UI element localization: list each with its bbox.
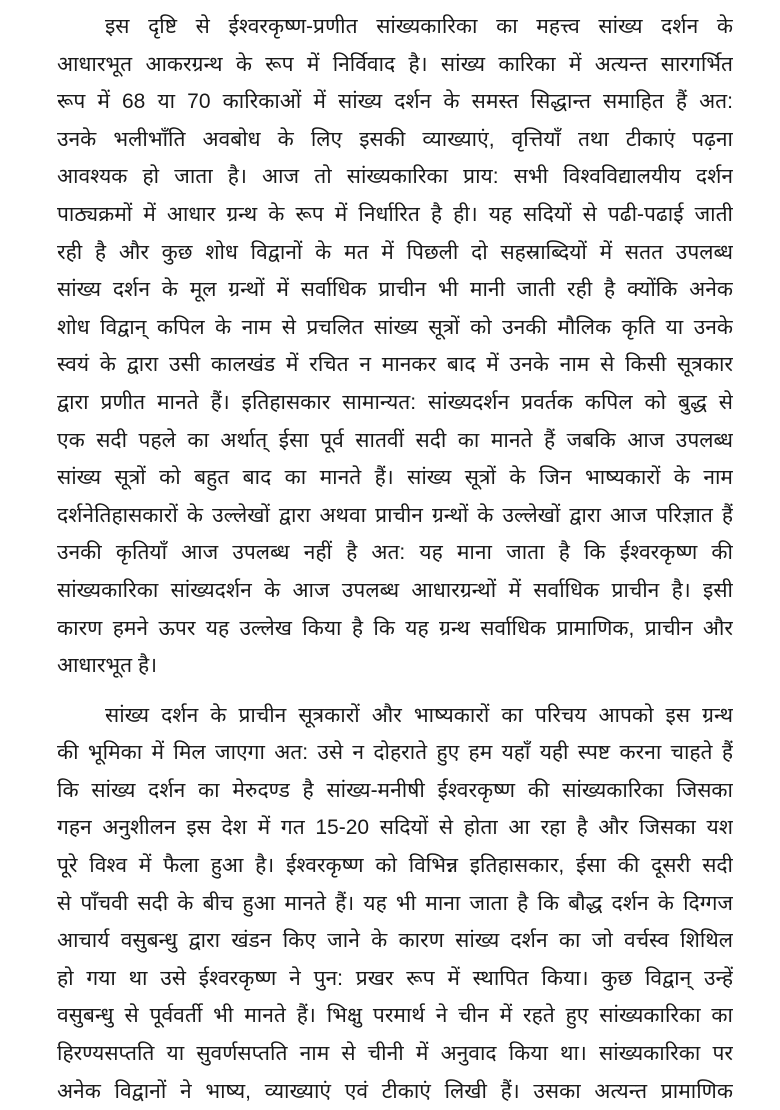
text-line: पूरे विश्व में फैला हुआ है। ईश्वरकृष्ण को विभिन्न इतिहासकार, ईसा की दूसरी सदी: [57, 854, 733, 878]
text-line: सांख्य दर्शन के प्राचीन सूत्रकारों और भाष्यकारों का परिचय आपको इस ग्रन्थ: [105, 703, 733, 727]
text-line: से पाँचवी सदी के बीच हुआ मानते हैं। यह भी माना जाता है कि बौद्ध दर्शन के दिग्गज: [57, 891, 733, 915]
text-line: शोध विद्वान् कपिल के नाम से प्रचलित सांख्य सूत्रों को उनकी मौलिक कृति या उनके: [57, 315, 733, 339]
text-line: कि सांख्य दर्शन का मेरुदण्ड है सांख्य-मनीषी ईश्वरकृष्ण की सांख्यकारिका जिसका: [57, 778, 733, 802]
text-line: कारण हमने ऊपर यह उल्लेख किया है कि यह ग्रन्थ सर्वाधिक प्रामाणिक, प्राचीन और: [57, 616, 733, 640]
document-page: [57, 8, 733, 1110]
text-line: रूप में 68 या 70 कारिकाओं में सांख्य दर्शन के समस्त सिद्धान्त समाहित हैं अत:: [57, 90, 733, 114]
text-line: सांख्य सूत्रों को बहुत बाद का मानते हैं। सांख्य सूत्रों के जिन भाष्यकारों के नाम: [57, 466, 733, 490]
text-line: सांख्य दर्शन के मूल ग्रन्थों में सर्वाधिक प्राचीन भी मानी जाती रही है क्योंकि अनेक: [57, 278, 733, 302]
text-line: गहन अनुशीलन इस देश में गत 15-20 सदियों से होता आ रहा है और जिसका यश: [57, 816, 733, 840]
text-line: इस दृष्टि से ईश्वरकृष्ण-प्रणीत सांख्यकारिका का महत्त्व सांख्य दर्शन के: [105, 15, 733, 38]
text-line: आचार्य वसुबन्धु द्वारा खंडन किए जाने के कारण सांख्य दर्शन का जो वर्चस्व शिथिल: [57, 929, 733, 953]
text-line: आवश्यक हो जाता है। आज तो सांख्यकारिका प्राय: सभी विश्वविद्यालयीय दर्शन: [57, 165, 733, 189]
text-line: हिरण्यसप्तति या सुवर्णसप्तति नाम से चीनी में अनुवाद किया था। सांख्यकारिका पर: [57, 1042, 733, 1066]
text-line: आधारभूत आकरग्रन्थ के रूप में निर्विवाद है। सांख्य कारिका में अत्यन्त सारगर्भित: [57, 52, 733, 76]
text-line: की भूमिका में मिल जाएगा अत: उसे न दोहराते हुए हम यहाँ यही स्पष्ट करना चाहते हैं: [57, 741, 733, 765]
text-line: द्वारा प्रणीत मानते हैं। इतिहासकार सामान्यत: सांख्यदर्शन प्रवर्तक कपिल को बुद्ध से: [57, 390, 733, 414]
text-line: वसुबन्धु से पूर्ववर्ती भी मानते हैं। भिक्षु परमार्थ ने चीन में रहते हुए सांख्यकारिका का: [57, 1004, 733, 1028]
text-line: हो गया था उसे ईश्वरकृष्ण ने पुन: प्रखर रूप में स्थापित किया। कुछ विद्वान् उन्हें: [57, 966, 733, 990]
text-line: सांख्यकारिका सांख्यदर्शन के आज उपलब्ध आधारग्रन्थों में सर्वाधिक प्राचीन है। इसी: [57, 578, 733, 602]
text-line: रही है और कुछ शोध विद्वानों के मत में पिछली दो सहस्राब्दियों में सतत उपलब्ध: [57, 240, 733, 264]
paragraph-2: [57, 697, 733, 1110]
paragraph-1: [57, 8, 733, 685]
text-line: पाठ्यक्रमों में आधार ग्रन्थ के रूप में निर्धारित है ही। यह सदियों से पढी-पढाई जाती: [57, 202, 733, 226]
text-line: उनके भलीभाँति अवबोध के लिए इसकी व्याख्याएं, वृत्तियाँ तथा टीकाएं पढ़ना: [57, 127, 733, 151]
text-line: स्वयं के द्वारा उसी कालखंड में रचित न मानकर बाद में उनके नाम से किसी सूत्रकार: [57, 353, 733, 377]
text-line: अनेक विद्वानों ने भाष्य, व्याख्याएं एवं टीकाएं लिखी हैं। उसका अत्यन्त प्रामाणिक: [57, 1079, 733, 1103]
text-line: दर्शनेतिहासकारों के उल्लेखों द्वारा अथवा प्राचीन ग्रन्थों के उल्लेखों द्वारा आज परिज्ञात हैं: [57, 503, 733, 527]
text-line: उनकी कृतियाँ आज उपलब्ध नहीं है अत: यह माना जाता है कि ईश्वरकृष्ण की: [57, 541, 733, 565]
text-line: आधारभूत है।: [57, 654, 158, 678]
text-line: एक सदी पहले का अर्थात् ईसा पूर्व सातवीं सदी का मानते हैं जबकि आज उपलब्ध: [57, 428, 733, 452]
